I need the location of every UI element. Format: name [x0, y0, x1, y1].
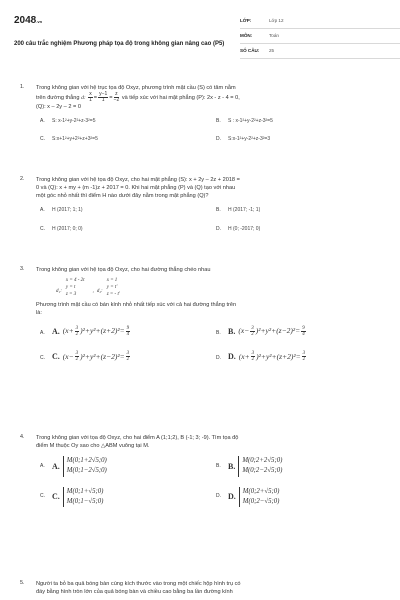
answer-option[interactable]: D. D. (x + $\frac{3}{2}$ )²+y²+ (z+2)² = $\frac{3}{2}$ — [216, 351, 306, 363]
answer-option[interactable]: B. S : x-1²+y-2²+z-3²=5 — [216, 118, 273, 125]
answer-options — [40, 326, 382, 363]
answer-option[interactable]: C. C. (x − $\frac{3}{2}$ )²+y²+ (z−2)² = $\frac{3}{2}$ — [40, 351, 130, 363]
answer-option[interactable]: C. S:x+1²+y+2²+z+3²=5 — [40, 136, 98, 143]
question-text: Trong không gian với hệ tọa độ Oxyz, cho hai mặt phẳng (S): x + 2y – 2z + 2018 = 0 và (Q): x + my + (m -1)z + 2017 = 0. Khi hai mặt phẳng (P) và (Q) tạo với nhau một góc nhỏ nhất thì điểm H nào dưới đây nằm trong mặt phẳng (Q)? — [36, 177, 240, 200]
page-title: 200 câu trắc nghiệm Phương pháp tọa độ trong không gian nâng cao (P5) — [14, 41, 225, 47]
meta-table — [240, 14, 400, 59]
answer-option[interactable]: C. C. M(0;1+√5;0) M(0;1−√5;0) — [40, 487, 206, 507]
question-5 — [14, 580, 382, 596]
answer-option[interactable]: B. B. M(0;2+2√5;0) M(0;2−2√5;0) — [216, 456, 382, 476]
question-text: Phương trình mặt cầu có bán kính nhỏ nhất tiếp xúc với cả hai đường thẳng trên là: — [36, 302, 237, 317]
question-3 — [14, 266, 382, 363]
line-equations: d₁: x = 4 - 2t y = t z = 3 , d₂: x = 1 y = t' z = - t' — [56, 278, 120, 297]
question-text: Trong không gian với hệ trục tọa độ Oxyz, phương trình mặt cầu (S) có tâm nằm trên đường thẳng d: $\frac{x}{1}$ = $\frac{y-1}{1}$ = $\frac{z}{-2}$ và tiếp xúc với hai mặt phẳng (P): 2x - z - 4 = 0, (Q): x – 2y – 2 = 0 — [36, 85, 240, 111]
answer-option[interactable]: D. D. M(0;2+√5;0) M(0;2−√5;0) — [216, 487, 382, 507]
meta-row-class: LỚP: Lớp 12 — [240, 14, 400, 29]
site-logo[interactable]: 2048.vn — [14, 15, 43, 26]
answer-option[interactable]: D. S:x-1²+y-2²+z-3²=3 — [216, 136, 271, 143]
answer-option[interactable]: A. S: x-1²+y-2²+z-3²=5 — [40, 118, 96, 125]
answer-option[interactable]: A. A. M(0;1+2√5;0) M(0;1−2√5;0) — [40, 456, 206, 476]
answer-options — [40, 207, 382, 233]
answer-options — [40, 456, 382, 507]
answer-option[interactable]: D. H (0; -2017; 0) — [216, 225, 261, 232]
question-2 — [14, 176, 382, 233]
question-text: Trong không gian với tọa độ Oxyz, cho hai điểm A (1;1;2), B (-1; 3; -9). Tìm tọa độ điểm M thuộc Oy sao cho △ABM vuông tại M. — [36, 435, 239, 450]
question-number: 3. — [20, 266, 25, 272]
question-number: 4. — [20, 434, 25, 440]
meta-row-count: SỐ CÂU: 25 — [240, 44, 400, 59]
question-text: Trong không gian với hệ tọa độ Oxyz, cho hai đường thẳng chéo nhau — [36, 267, 211, 273]
answer-option[interactable]: B. H (2017; -1; 1) — [216, 207, 261, 214]
answer-option[interactable]: A. H (2017; 1; 1) — [40, 207, 83, 214]
header — [14, 14, 382, 66]
question-text: Người ta bỏ ba quả bóng bàn cùng kích thước vào trong một chiếc hộp hình trụ có đáy bằng hình tròn lớn của quả bóng bàn và chiều cao bằng ba lần đường kính — [36, 581, 241, 596]
question-number: 5. — [20, 580, 25, 586]
meta-row-subject: MÔN: Toán — [240, 29, 400, 44]
line-d2: x = 1 y = t' z = - t' — [106, 278, 120, 297]
question-number: 1. — [20, 84, 25, 90]
answer-option[interactable]: A. A. (x + $\frac{3}{2}$ )²+y²+ (z+2)² = $\frac{9}{4}$ — [40, 325, 130, 337]
answer-option[interactable]: C. H (2017; 0; 0) — [40, 225, 83, 232]
answer-option[interactable]: B. B. (x − $\frac{3}{2}$ )²+y²+ (z−2)² = $\frac{9}{4}$ — [216, 325, 305, 337]
question-1 — [14, 84, 382, 144]
line-d1: x = 4 - 2t y = t z = 3 — [65, 278, 85, 297]
question-number: 2. — [20, 176, 25, 182]
answer-options — [40, 118, 382, 144]
question-4 — [14, 434, 382, 507]
